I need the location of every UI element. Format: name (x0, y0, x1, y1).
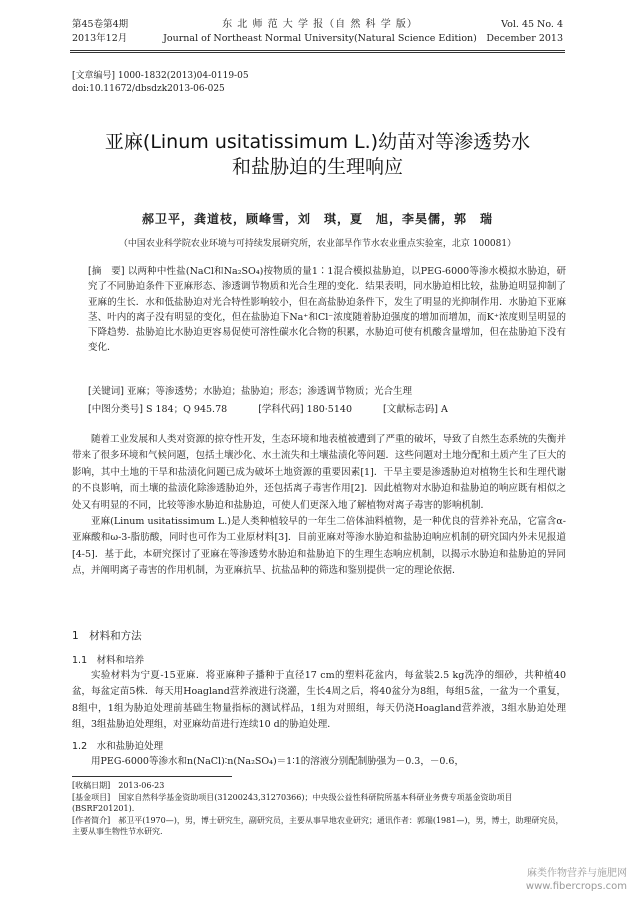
subject-code-value: 180·5140 (306, 404, 352, 415)
issue-date: 2013年12月 (72, 33, 128, 44)
section-heading-1: 1 材料和方法 (72, 630, 142, 642)
doi: doi:10.11672/dbsdzk2013-06-025 (72, 84, 225, 94)
abstract-label: [摘 要] (88, 266, 125, 277)
header-left (72, 18, 128, 46)
doc-code-value: A (440, 404, 448, 415)
article-number: [文章编号] 1000-1832(2013)04-0119-05 (72, 71, 249, 81)
classification (88, 402, 566, 417)
footnote-authors: [作者简介] 郝卫平(1970—)，男，博士研究生，副研究员，主要从事旱地农业研究；通讯作者：郭瑞(1981—)，男，博士，助理研究员，主要从事生物性节水研究. (72, 815, 564, 836)
keywords-label: [关键词] (88, 386, 124, 397)
clc-label: [中图分类号] (88, 404, 143, 415)
paper-title (60, 130, 575, 180)
date-en: December 2013 (486, 33, 563, 44)
abstract-text: 以两种中性盐(NaCl和Na₂SO₄)按物质的量1∶1混合模拟盐胁迫，以PEG-6000等渗水模拟水胁迫，研究了不同胁迫条件下亚麻形态、渗透调节物质和光合生理的变化．结果表明，同水胁迫相比较，盐胁迫明显抑制了亚麻的生长．水和低盐胁迫对光合特性影响较小，但在高盐胁迫条件下，发生了明显的光抑制作用．水胁迫下亚麻茎、叶内的离子没有明显的变化，但在盐胁迫下Na⁺和Cl⁻浓度随着胁迫强度的增加而增加，而K⁺浓度则呈明显的下降趋势．盐胁迫比水胁迫更容易促使可溶性碳水化合物的积累，水胁迫可使有机酸含量增加，但在盐胁迫下没有变化． (88, 266, 566, 354)
header-rule (70, 50, 565, 51)
doc-code-label: [文献标志码] (383, 404, 438, 415)
abstract (88, 264, 566, 356)
journal-title-cn: 东 北 师 范 大 学 报（自 然 科 学 版） (222, 19, 418, 30)
header-center (140, 18, 500, 46)
site-watermark (526, 867, 627, 893)
clc-value: S 184；Q 945.78 (145, 404, 228, 415)
header-right (486, 18, 563, 46)
keywords (88, 384, 566, 399)
intro-paragraph-2: 亚麻(Linum usitatissimum L.)是人类种植较早的一年生二倍体油料植物，是一种优良的营养补充品，它富含α-亚麻酸和ω-3-脂肪酸，同时也可作为工业原材料[3]．目前亚麻对等渗水胁迫和盐胁迫响应机制的研究国内外未见报道[4-5]．基于此，本研究探讨了亚麻在等渗透势水胁迫和盐胁迫下的生理生态响应机制，以揭示水胁迫和盐胁迫的异同点，并阐明离子毒害的作用机制，为亚麻抗旱、抗盐品种的筛选和鉴别提供一定的理论依据． (72, 516, 566, 577)
subject-code-label: [学科代码] (258, 404, 304, 415)
subsection-heading-1-2: 1.2 水和盐胁迫处理 (72, 741, 164, 752)
article-meta (72, 70, 249, 96)
title-line-2: 和盐胁迫的生理响应 (231, 156, 403, 178)
section-1-2-body (72, 754, 566, 770)
issue-line: 第45卷第4期 (72, 19, 129, 30)
keywords-text: 亚麻；等渗透势；水胁迫；盐胁迫；形态；渗透调节物质；光合生理 (126, 386, 412, 397)
author-list: 郝卫平，龚道枝，顾峰雪，刘 琪，夏 旭，李昊儒，郭 瑞 (141, 212, 493, 226)
footnote-fund: [基金项目] 国家自然科学基金资助项目(31200243,31270366)；中央级公益性科研院所基本科研业务费专项基金资助项目(BSRF201201). (72, 792, 513, 813)
intro-paragraph-1: 随着工业发展和人类对资源的掠夺性开发，生态环境和地表植被遭到了严重的破坏，导致了自然生态系统的失衡并带来了很多环境和气候问题，包括土壤沙化、水土流失和土壤盐渍化等问题．这些问题对土地分配和土质产生了巨大的影响，其中土地的干旱和盐渍化问题已成为破坏土地资源的重要因素[1]．干旱主要是渗透胁迫对植物生长和生理代谢的不良影响，而土壤的盐渍化除渗透胁迫外，还包括离子毒害作用[2]．因此植物对水胁迫和盐胁迫的响应既有相似之处又有明显的不同，比较等渗水胁迫和盐胁迫，可使人们更深入地了解植物对离子毒害的影响机制． (72, 434, 567, 511)
watermark-line-2: www.fibercrops.com (525, 881, 627, 892)
subsection-heading-1-1: 1.1 材料和培养 (72, 655, 145, 666)
footnote-rule (72, 776, 232, 777)
introduction (72, 432, 566, 580)
section-1-1-body (72, 668, 566, 734)
watermark-line-1: 麻类作物营养与施肥网 (527, 868, 627, 879)
section-1-1-paragraph: 实验材料为宁夏-15亚麻．将亚麻种子播种于直径17 cm的塑料花盆内，每盆装2.5 kg洗净的细砂，共种植40盆，每盆定苗5株．每天用Hoagland营养液进行浇灌，生长4周之后，将40盆分为8组，每组5盆，一盆为一个重复，8组中，1组为胁迫处理前基础生物量指标的测试样品，1组为对照组，每天仍浇Hoagland营养液，3组水胁迫处理组，3组盐胁迫处理组，对亚麻幼苗进行连续10 d的胁迫处理． (72, 670, 566, 731)
footnote-received: [收稿日期] 2013-06-23 (72, 781, 165, 790)
footnotes (72, 780, 566, 838)
volume-en: Vol. 45 No. 4 (501, 19, 563, 30)
title-line-1: 亚麻(Linum usitatissimum L.)幼苗对等渗透势水 (104, 131, 531, 153)
header-rule-2 (70, 52, 565, 53)
section-1-2-paragraph: 用PEG-6000等渗水和n(NaCl)∶n(Na₂SO₄)＝1∶1的溶液分别配制胁强为－0.3，－0.6， (91, 756, 464, 767)
journal-title-en: Journal of Northeast Normal University(Natural Science Edition) (163, 33, 477, 44)
affiliation: （中国农业科学院农业环境与可持续发展研究所，农业部旱作节水农业重点实验室，北京 100081） (118, 239, 517, 249)
